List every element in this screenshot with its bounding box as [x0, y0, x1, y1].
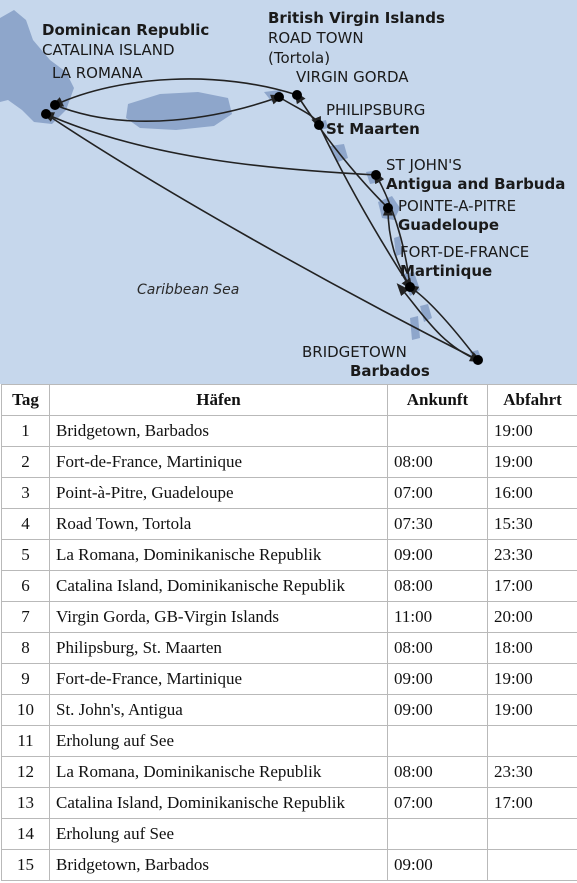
- cell-day: 3: [2, 478, 50, 509]
- label-caribbean-sea: Caribbean Sea: [137, 282, 240, 298]
- label-guadeloupe: Guadeloupe: [398, 216, 500, 234]
- cell-departure: [488, 726, 577, 757]
- cell-port: Point-à-Pitre, Guadeloupe: [50, 478, 388, 509]
- cell-port: Road Town, Tortola: [50, 509, 388, 540]
- cell-port: Philipsburg, St. Maarten: [50, 633, 388, 664]
- cell-departure: 19:00: [488, 416, 577, 447]
- cell-arrival: 09:00: [388, 664, 488, 695]
- cell-day: 10: [2, 695, 50, 726]
- cell-arrival: 07:00: [388, 478, 488, 509]
- route-map: [0, 0, 577, 384]
- label-antigua: Antigua and Barbuda: [386, 175, 566, 193]
- table-body: [2, 416, 577, 881]
- table-row: [2, 819, 577, 850]
- cell-day: 14: [2, 819, 50, 850]
- cell-day: 11: [2, 726, 50, 757]
- table-row: [2, 726, 577, 757]
- cell-day: 9: [2, 664, 50, 695]
- table-row: [2, 633, 577, 664]
- cell-departure: [488, 819, 577, 850]
- cell-arrival: 09:00: [388, 695, 488, 726]
- port-virgin-gorda: [292, 90, 302, 100]
- cell-arrival: 08:00: [388, 757, 488, 788]
- cell-departure: 19:00: [488, 447, 577, 478]
- cell-port: Fort-de-France, Martinique: [50, 447, 388, 478]
- table-header-row: [2, 385, 577, 416]
- table-row: [2, 602, 577, 633]
- cell-departure: 18:00: [488, 633, 577, 664]
- header-port: Häfen: [50, 385, 388, 416]
- label-virgin-gorda: VIRGIN GORDA: [296, 68, 409, 86]
- table-row: [2, 509, 577, 540]
- cell-departure: 19:00: [488, 664, 577, 695]
- cell-port: Bridgetown, Barbados: [50, 416, 388, 447]
- label-philipsburg: PHILIPSBURG: [326, 101, 426, 119]
- cell-day: 13: [2, 788, 50, 819]
- table-row: [2, 850, 577, 881]
- cell-day: 5: [2, 540, 50, 571]
- port-pointe-a-pitre: [383, 203, 393, 213]
- cell-arrival: 08:00: [388, 633, 488, 664]
- label-la-romana: LA ROMANA: [52, 64, 143, 82]
- table-row: [2, 478, 577, 509]
- cell-port: Fort-de-France, Martinique: [50, 664, 388, 695]
- cell-arrival: 08:00: [388, 447, 488, 478]
- cell-departure: 17:00: [488, 571, 577, 602]
- table-row: [2, 540, 577, 571]
- cell-departure: [488, 850, 577, 881]
- cell-day: 12: [2, 757, 50, 788]
- label-catalina-island: CATALINA ISLAND: [42, 41, 175, 59]
- cell-departure: 19:00: [488, 695, 577, 726]
- cell-departure: 15:30: [488, 509, 577, 540]
- cell-port: Catalina Island, Dominikanische Republik: [50, 571, 388, 602]
- cell-arrival: 09:00: [388, 850, 488, 881]
- label-pointe-a-pitre: POINTE-A-PITRE: [398, 197, 517, 215]
- cell-port: Erholung auf See: [50, 726, 388, 757]
- label-dominican-republic: Dominican Republic: [42, 21, 210, 39]
- label-st-maarten: St Maarten: [326, 120, 420, 138]
- table-row: [2, 571, 577, 602]
- cell-arrival: [388, 416, 488, 447]
- label-barbados: Barbados: [350, 362, 430, 380]
- cell-arrival: 07:30: [388, 509, 488, 540]
- cell-port: Catalina Island, Dominikanische Republik: [50, 788, 388, 819]
- puerto-rico: [126, 92, 232, 130]
- port-st-johns: [371, 170, 381, 180]
- cell-port: St. John's, Antigua: [50, 695, 388, 726]
- cell-port: Virgin Gorda, GB-Virgin Islands: [50, 602, 388, 633]
- table-row: [2, 695, 577, 726]
- label-tortola: (Tortola): [268, 49, 331, 67]
- cell-day: 6: [2, 571, 50, 602]
- cell-arrival: 08:00: [388, 571, 488, 602]
- header-arrival: Ankunft: [388, 385, 488, 416]
- port-la-romana: [50, 100, 60, 110]
- port-catalina: [41, 109, 51, 119]
- itinerary-table: [1, 384, 577, 881]
- cell-day: 2: [2, 447, 50, 478]
- cell-day: 4: [2, 509, 50, 540]
- port-road-town: [274, 92, 284, 102]
- cell-day: 1: [2, 416, 50, 447]
- cell-departure: 23:30: [488, 540, 577, 571]
- table-row: [2, 788, 577, 819]
- cell-arrival: 11:00: [388, 602, 488, 633]
- port-fort-de-france: [405, 282, 415, 292]
- cell-day: 15: [2, 850, 50, 881]
- cell-arrival: [388, 819, 488, 850]
- cell-port: La Romana, Dominikanische Republik: [50, 757, 388, 788]
- cell-port: Bridgetown, Barbados: [50, 850, 388, 881]
- cell-day: 8: [2, 633, 50, 664]
- port-philipsburg: [314, 120, 324, 130]
- label-bridgetown: BRIDGETOWN: [302, 343, 407, 361]
- cell-arrival: 07:00: [388, 788, 488, 819]
- port-bridgetown: [473, 355, 483, 365]
- label-fort-de-france: FORT-DE-FRANCE: [400, 243, 530, 261]
- table-row: [2, 664, 577, 695]
- cell-day: 7: [2, 602, 50, 633]
- cell-departure: 17:00: [488, 788, 577, 819]
- cell-departure: 16:00: [488, 478, 577, 509]
- cell-arrival: 09:00: [388, 540, 488, 571]
- table-row: [2, 447, 577, 478]
- label-road-town: ROAD TOWN: [268, 29, 364, 47]
- cell-departure: 23:30: [488, 757, 577, 788]
- cell-departure: 20:00: [488, 602, 577, 633]
- cell-arrival: [388, 726, 488, 757]
- cell-port: Erholung auf See: [50, 819, 388, 850]
- label-st-johns: ST JOHN'S: [386, 156, 462, 174]
- header-departure: Abfahrt: [488, 385, 577, 416]
- label-bvi: British Virgin Islands: [268, 9, 445, 27]
- table-row: [2, 416, 577, 447]
- cell-port: La Romana, Dominikanische Republik: [50, 540, 388, 571]
- table-row: [2, 757, 577, 788]
- label-martinique: Martinique: [400, 262, 493, 280]
- header-day: Tag: [2, 385, 50, 416]
